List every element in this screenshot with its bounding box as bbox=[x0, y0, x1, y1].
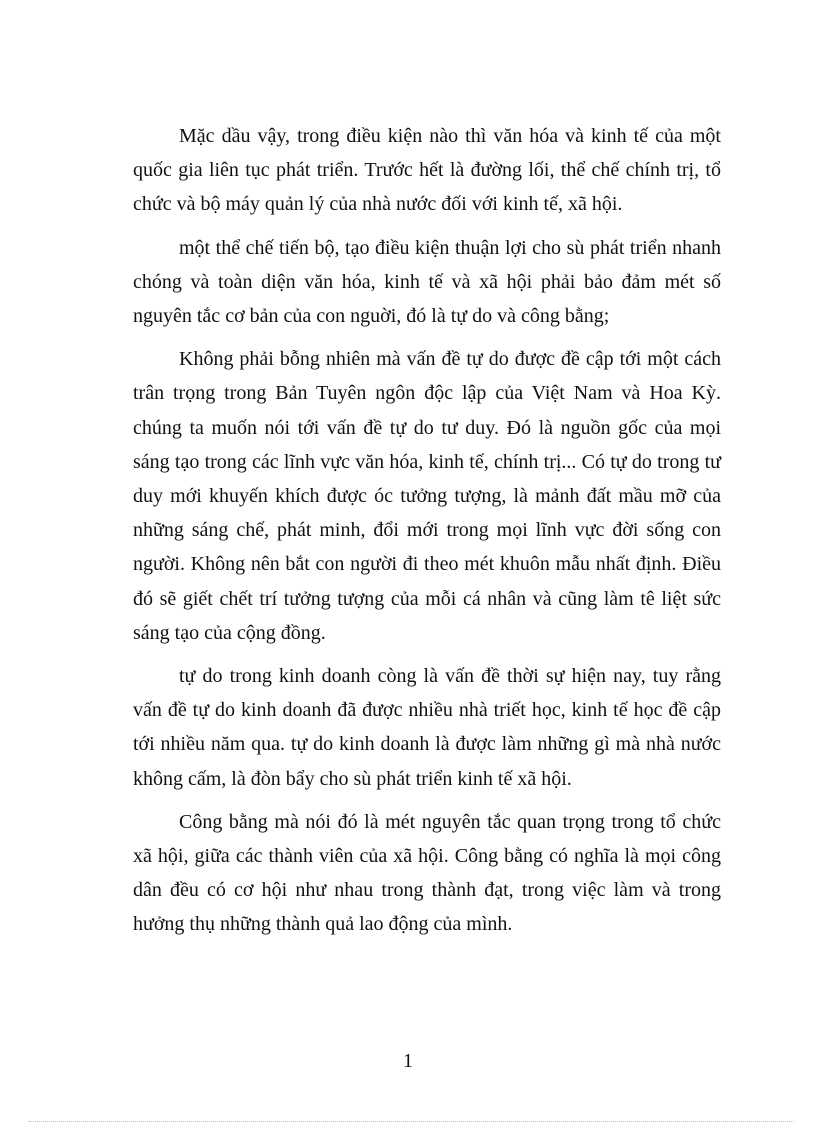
paragraph-2: một thể chế tiến bộ, tạo điều kiện thuận lợi cho sù phát triển nhanh chóng và toàn diện văn hóa, kinh tế và xã hội phải bảo đảm mét số nguyên tắc cơ bản của con nguời, đó là tự do và công bằng; bbox=[133, 236, 721, 328]
paragraph-3: Không phải bỗng nhiên mà vấn đề tự do được đề cập tới một cách trân trọng trong Bản Tuyên ngôn độc lập của Việt Nam và Hoa Kỳ. chúng ta muốn nói tới vấn đề tự do tư duy. Đó là nguồn gốc của mọi sáng tạo trong các lĩnh vực văn hóa, kinh tế, chính trị... Có tự do trong tư duy mới khuyến khích được óc tưởng tượng, là mảnh đất mầu mỡ của những sáng chế, phát minh, đổi mới trong mọi lĩnh vực đời sống con người. Không nên bắt con người đi theo mét khuôn mẫu nhất định. Điều đó sẽ giết chết trí tưởng tượng của mỗi cá nhân và cũng làm tê liệt sức sáng tạo của cộng đồng. bbox=[133, 348, 721, 644]
paragraph-5: Công bằng mà nói đó là mét nguyên tắc quan trọng trong tổ chức xã hội, giữa các thành viên của xã hội. Công bằng có nghĩa là mọi công dân đều có cơ hội như nhau trong thành đạt, trong việc làm và trong hưởng thụ những thành quả lao động của mình. bbox=[133, 810, 721, 936]
page-bottom-divider bbox=[28, 1121, 794, 1122]
document-body bbox=[133, 119, 721, 951]
paragraph-4: tự do trong kinh doanh còng là vấn đề thời sự hiện nay, tuy rằng vấn đề tự do kinh doanh đã được nhiều nhà triết học, kinh tế học đề cập tới nhiều năm qua. tự do kinh doanh là được làm những gì mà nhà nước không cấm, là đòn bẩy cho sù phát triển kinh tế xã hội. bbox=[133, 665, 721, 790]
paragraph-1: Mặc dầu vậy, trong điều kiện nào thì văn hóa và kinh tế của một quốc gia liên tục phát triển. Trước hết là đường lối, thể chế chính trị, tổ chức và bộ máy quản lý của nhà nước đối với kinh tế, xã hội. bbox=[133, 125, 721, 216]
page-number: 1 bbox=[403, 1050, 413, 1072]
